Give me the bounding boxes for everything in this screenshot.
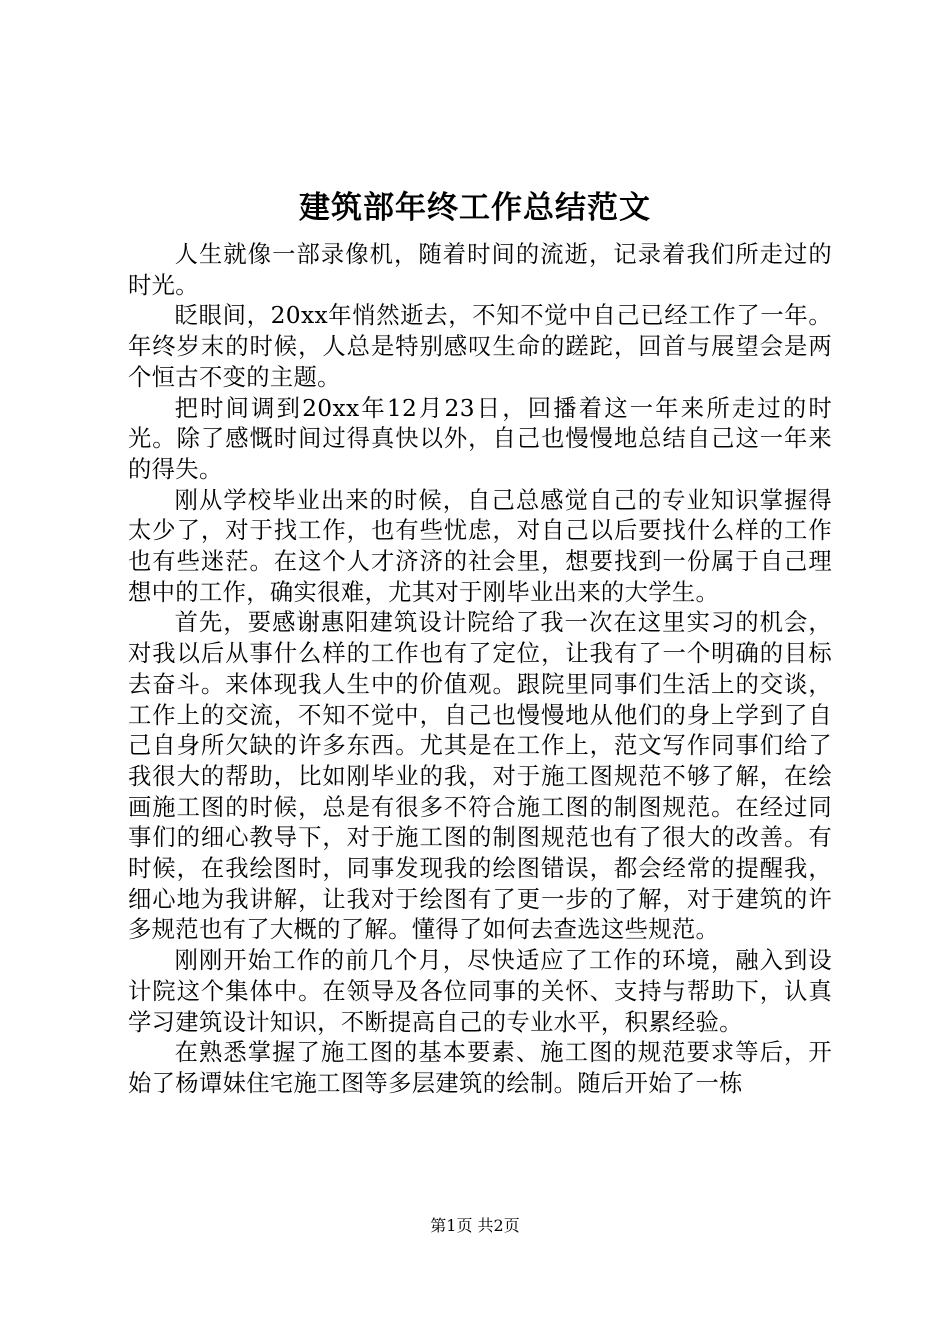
page-footer: 第1页 共2页 [430,1216,520,1235]
paragraph: 首先，要感谢惠阳建筑设计院给了我一次在这里实习的机会，对我以后从事什么样的工作也有了定位，让我有了一个明确的目标去奋斗。来体现我人生中的价值观。跟院里同事们生活上的交谈，工作上的交流，不知不觉中，自己也慢慢地从他们的身上学到了自己自身所欠缺的许多东西。尤其是在工作上，范文写作同事们给了我很大的帮助，比如刚毕业的我，对于施工图规范不够了解，在绘画施工图的时候，总是有很多不符合施工图的制图规范。在经过同事们的细心教导下，对于施工图的制图规范也有了很大的改善。有时候，在我绘图时，同事发现我的绘图错误，都会经常的提醒我，细心地为我讲解，让我对于绘图有了更一步的了解，对于建筑的许多规范也有了大概的了解。懂得了如何去查选这些规范。 [128,609,832,944]
paragraph: 眨眼间，20xx年悄然逝去，不知不觉中自己已经工作了一年。年终岁末的时候，人总是特别感叹生命的蹉跎，回首与展望会是两个恒古不变的主题。 [128,302,832,391]
paragraph: 刚刚开始工作的前几个月，尽快适应了工作的环境，融入到设计院这个集体中。在领导及各位同事的关怀、支持与帮助下，认真学习建筑设计知识，不断提高自己的专业水平，积累经验。 [128,947,832,1036]
paragraph: 把时间调到20xx年12月23日，回播着这一年来所走过的时光。除了感慨时间过得真快以外，自己也慢慢地总结自己这一年来的得失。 [128,394,832,483]
document-body [128,240,832,1100]
paragraph: 人生就像一部录像机，随着时间的流逝，记录着我们所走过的时光。 [128,241,832,299]
paragraph: 在熟悉掌握了施工图的基本要素、施工图的规范要求等后，开始了杨谭妹住宅施工图等多层建筑的绘制。随后开始了一栋 [128,1039,832,1097]
paragraph: 刚从学校毕业出来的时候，自己总感觉自己的专业知识掌握得太少了，对于找工作，也有些忧虑，对自己以后要找什么样的工作也有些迷茫。在这个人才济济的社会里，想要找到一份属于自己理想中的工作，确实很难，尤其对于刚毕业出来的大学生。 [128,486,832,606]
document-title: 建筑部年终工作总结范文 [299,190,651,226]
